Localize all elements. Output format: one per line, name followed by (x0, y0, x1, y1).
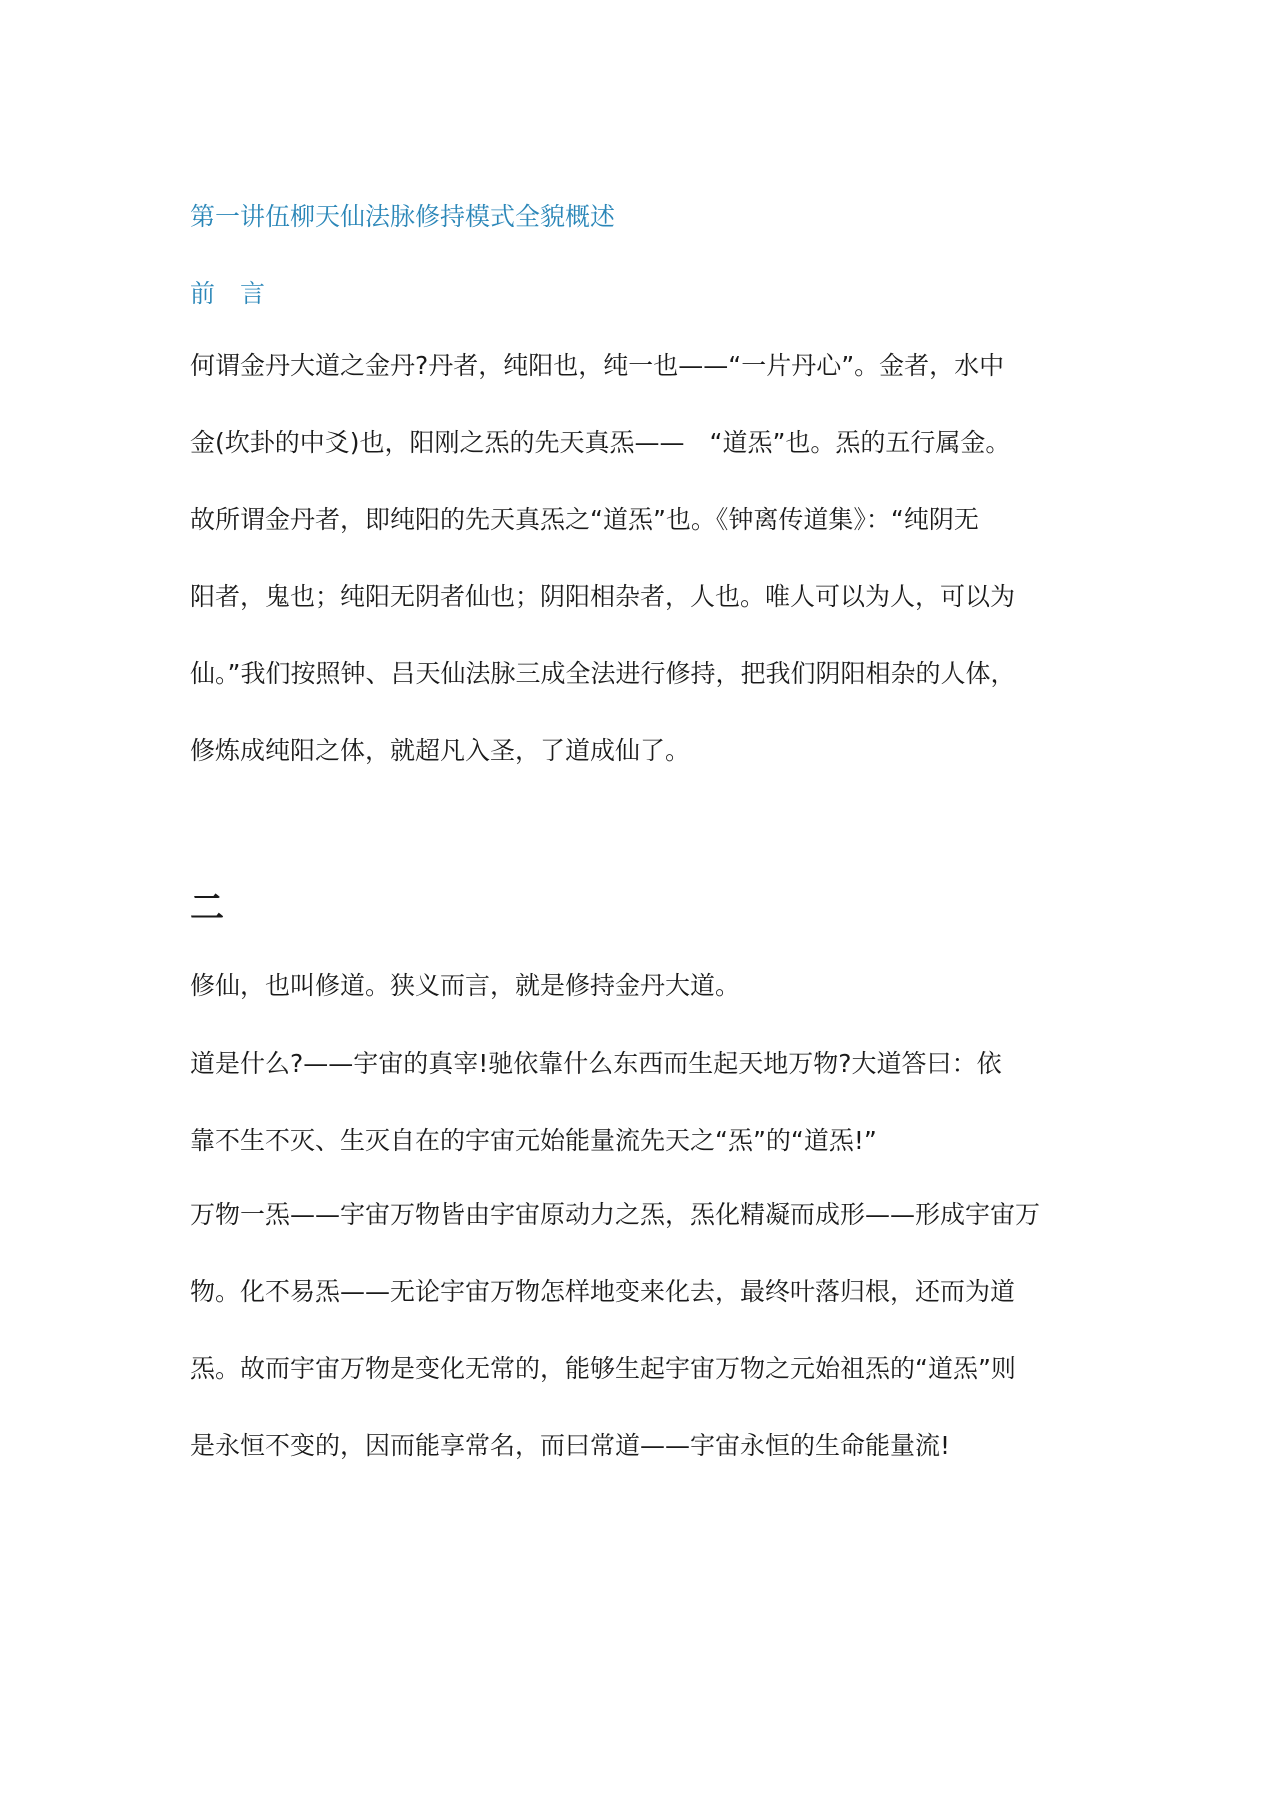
paragraph-line: 物。化不易炁——无论宇宙万物怎样地变来化去，最终叶落归根，还而为道 (190, 1277, 1016, 1306)
paragraph-line: 万物一炁——宇宙万物皆由宇宙原动力之炁，炁化精凝而成形——形成宇宙万 (190, 1200, 1041, 1229)
paragraph-line: 修仙，也叫修道。狭义而言，就是修持金丹大道。 (190, 971, 741, 1000)
paragraph-line: 道是什么?——宇宙的真宰!驰依靠什么东西而生起天地万物?大道答曰：依 (190, 1049, 1002, 1078)
paragraph-line: 修炼成纯阳之体，就超凡入圣，了道成仙了。 (190, 736, 691, 765)
paragraph-line: 是永恒不变的，因而能享常名，而曰常道——宇宙永恒的生命能量流! (190, 1431, 951, 1460)
paragraph-line: 仙。”我们按照钟、吕天仙法脉三成全法进行修持，把我们阴阳相杂的人体， (190, 659, 1016, 688)
paragraph-line: 靠不生不灭、生灭自在的宇宙元始能量流先天之“炁”的“道炁!” (190, 1126, 877, 1155)
document-title: 第一讲伍柳天仙法脉修持模式全貌概述 (190, 202, 616, 231)
paragraph-line: 阳者，鬼也；纯阳无阴者仙也；阴阳相杂者，人也。唯人可以为人，可以为 (190, 582, 1016, 611)
paragraph-line: 金(坎卦的中爻)也，阳刚之炁的先天真炁—— “道炁”也。炁的五行属金。 (190, 428, 1011, 457)
paragraph-line: 故所谓金丹者，即纯阳的先天真炁之“道炁”也。《钟离传道集》：“纯阴无 (190, 505, 979, 534)
section-heading: 二 (190, 888, 226, 928)
preface-heading: 前 言 (190, 279, 266, 308)
paragraph-line: 炁。故而宇宙万物是变化无常的，能够生起宇宙万物之元始祖炁的“道炁”则 (190, 1354, 1016, 1383)
paragraph-line: 何谓金丹大道之金丹?丹者，纯阳也，纯一也——“一片丹心”。金者，水中 (190, 351, 1005, 380)
